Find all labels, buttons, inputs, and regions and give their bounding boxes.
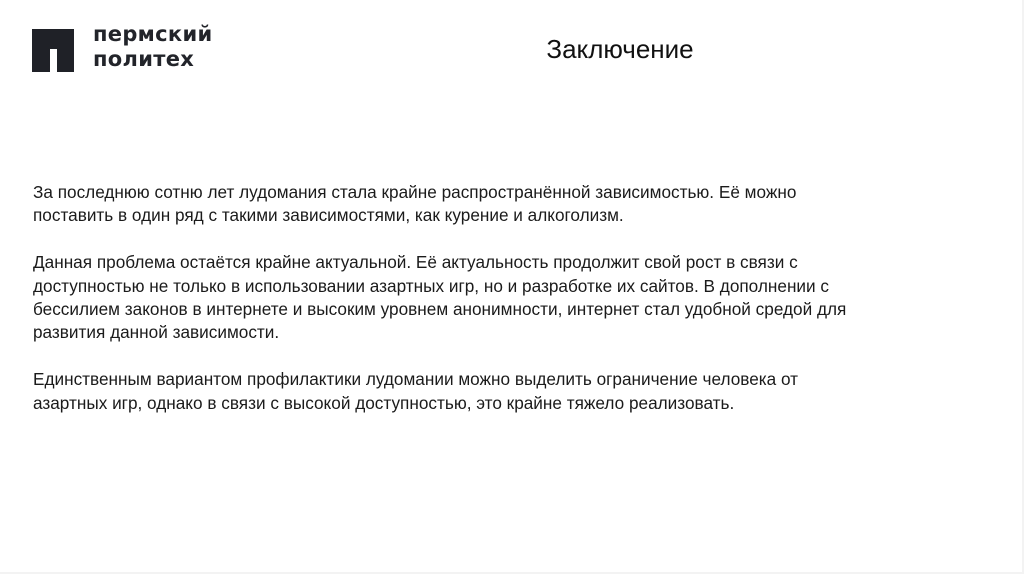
paragraph-1-line-2: поставить в один ряд с такими зависимостями, как курение и алкоголизм.: [33, 205, 624, 226]
paragraph-3-line-2: азартных игр, однако в связи с высокой доступностью, это крайне тяжело реализовать.: [33, 392, 735, 413]
university-logo: [32, 22, 213, 72]
slide-body: [33, 181, 973, 438]
logo-wordmark: [93, 22, 212, 72]
paragraph-1: [33, 181, 973, 228]
logo-line-2: политех: [93, 47, 195, 71]
paragraph-2-line-4: развития данной зависимости.: [33, 322, 280, 343]
paragraph-2-line-3: бессилием законов в интернете и высоким уровнем анонимности, интернет стал удобной средой для: [33, 299, 847, 320]
polytech-logo-mark-icon: [32, 29, 74, 72]
slide-title: Заключение: [546, 34, 694, 64]
paragraph-2: [33, 251, 973, 345]
paragraph-1-line-1: За последнюю сотню лет лудомания стала крайне распространённой зависимостью. Её можно: [33, 182, 797, 202]
paragraph-2-line-1: Данная проблема остаётся крайне актуальной. Её актуальность продолжит свой рост в связи с: [33, 252, 798, 273]
paragraph-3-line-1: Единственным вариантом профилактики лудомании можно выделить ограничение человека от: [33, 369, 799, 390]
paragraph-2-line-2: доступностью не только в использовании азартных игр, но и разработке их сайтов. В дополнении с: [33, 275, 830, 296]
logo-line-1: пермский: [93, 22, 213, 46]
paragraph-3: [33, 368, 973, 415]
